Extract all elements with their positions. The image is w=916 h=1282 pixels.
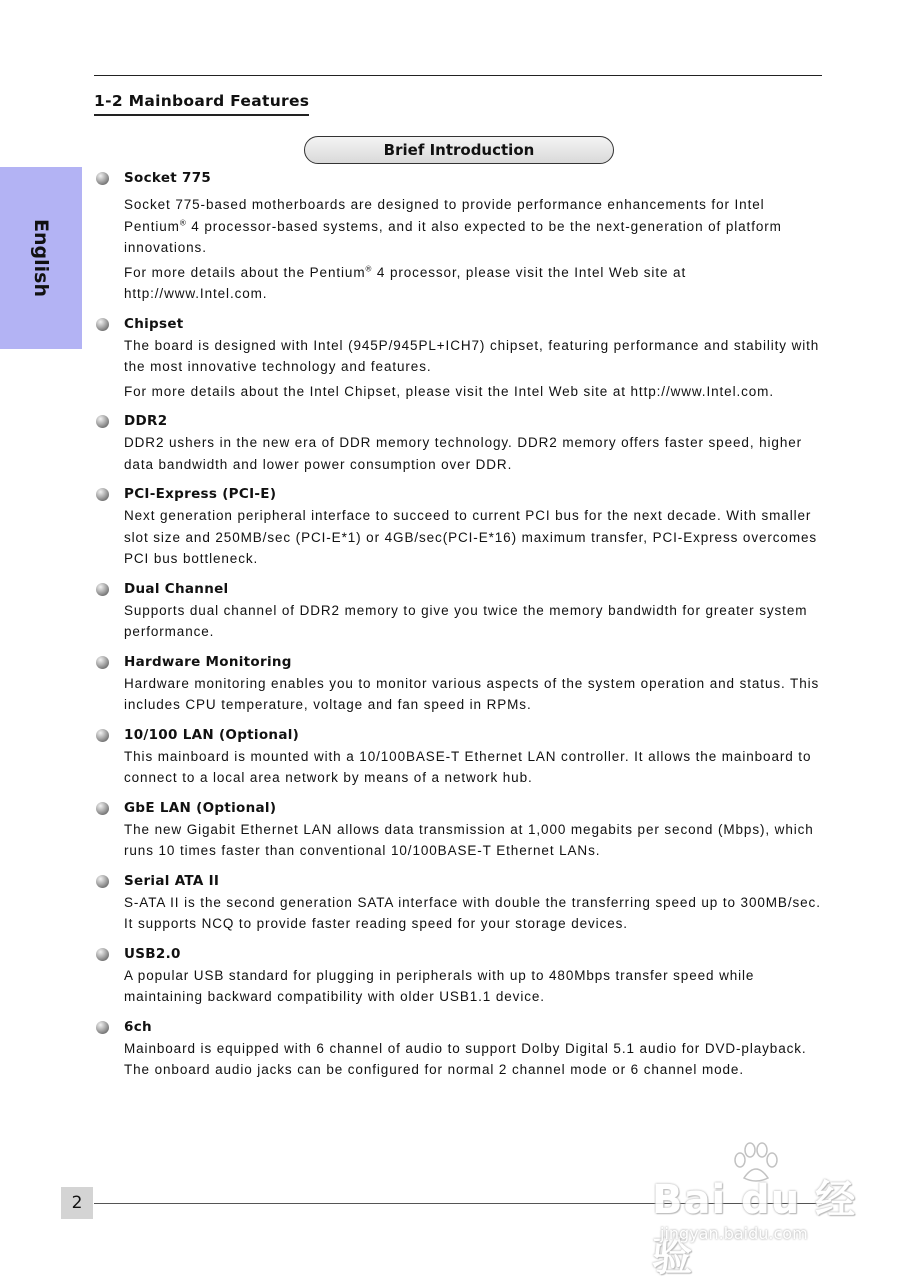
feature-description: The board is designed with Intel (945P/945PL+ICH7) chipset, featuring performance and stability with the most innovative technology and features. (124, 337, 820, 374)
language-side-tab (0, 167, 82, 349)
page-number: 2 (61, 1187, 93, 1219)
brief-introduction-banner: Brief Introduction (304, 136, 614, 164)
feature-item (96, 652, 826, 716)
feature-title: 10/100 LAN (Optional) (124, 726, 300, 743)
feature-title: Hardware Monitoring (124, 653, 292, 670)
feature-description: Mainboard is equipped with 6 channel of audio to support Dolby Digital 5.1 audio for DVD-playback. The onboard audio jacks can be configured for normal 2 channel mode or 6 channel mode. (124, 1040, 807, 1077)
bullet-icon (96, 729, 109, 742)
feature-item (96, 1017, 826, 1081)
feature-title: Socket 775 (124, 170, 212, 186)
feature-item (96, 484, 826, 570)
bullet-icon (96, 656, 109, 669)
feature-description: Socket 775-based motherboards are designed to provide performance enhancements for Intel Pentium® 4 processor-based systems, and it also expected to be the next-generation of platform innovations. (124, 197, 782, 255)
bullet-icon (96, 948, 109, 961)
feature-description: Hardware monitoring enables you to monitor various aspects of the system operation and status. This includes CPU temperature, voltage and fan speed in RPMs. (124, 675, 820, 712)
feature-item (96, 944, 826, 1008)
bullet-icon (96, 583, 109, 596)
baidu-watermark (648, 1140, 863, 1280)
registered-mark: ® (179, 218, 187, 227)
feature-description: This mainboard is mounted with a 10/100BASE-T Ethernet LAN controller. It allows the mainboard to connect to a local area network by means of a network hub. (124, 748, 812, 785)
feature-item (96, 411, 826, 475)
feature-title: DDR2 (124, 413, 168, 429)
section-title: 1-2 Mainboard Features (94, 92, 309, 116)
feature-description: For more details about the Intel Chipset, please visit the Intel Web site at http://www.Intel.com. (124, 383, 774, 399)
feature-title: Chipset (124, 315, 184, 332)
feature-description: The new Gigabit Ethernet LAN allows data transmission at 1,000 megabits per second (Mbps), which runs 10 times faster than conventional 10/100BASE-T Ethernet LANs. (124, 821, 814, 858)
feature-item (96, 579, 826, 643)
feature-description: DDR2 ushers in the new era of DDR memory technology. DDR2 memory offers faster speed, higher data bandwidth and lower power consumption over DDR. (124, 435, 803, 472)
bullet-icon (96, 318, 109, 331)
feature-description: A popular USB standard for plugging in peripherals with up to 480Mbps transfer speed while maintaining backward compatibility with older USB1.1 device. (124, 967, 755, 1004)
feature-item (96, 871, 826, 935)
feature-title: 6ch (124, 1018, 152, 1035)
bullet-icon (96, 415, 109, 428)
watermark-url: jingyan.baidu.com (660, 1224, 808, 1243)
feature-title: USB2.0 (124, 945, 181, 962)
feature-description: Supports dual channel of DDR2 memory to give you twice the memory bandwidth for greater system performance. (124, 602, 808, 639)
feature-item (96, 798, 826, 862)
feature-title: GbE LAN (Optional) (124, 799, 277, 816)
feature-title: PCI-Express (PCI-E) (124, 486, 277, 502)
feature-description: For more details about the Pentium® 4 processor, please visit the Intel Web site at http://www.Intel.com. (124, 264, 687, 301)
bullet-icon (96, 802, 109, 815)
bullet-icon (96, 172, 109, 185)
feature-description: S-ATA II is the second generation SATA interface with double the transferring speed up to 300MB/sec. It supports NCQ to provide faster reading speed for your storage devices. (124, 894, 821, 931)
feature-title: Dual Channel (124, 580, 229, 597)
feature-list (96, 168, 826, 1090)
feature-description: Next generation peripheral interface to succeed to current PCI bus for the next decade. With smaller slot size and 250MB/sec (PCI-E*1) or 4GB/sec(PCI-E*16) maximum transfer, PCI-Express overcomes PCI bus bottleneck. (124, 508, 818, 566)
bullet-icon (96, 488, 109, 501)
registered-mark: ® (365, 264, 373, 273)
feature-title: Serial ATA II (124, 872, 220, 889)
top-rule (94, 75, 822, 76)
bullet-icon (96, 1021, 109, 1034)
feature-item (96, 168, 826, 305)
watermark-brand: Bai du 经验 (652, 1177, 857, 1280)
feature-item (96, 725, 826, 789)
side-tab-label: English (30, 219, 52, 297)
bullet-icon (96, 875, 109, 888)
feature-item (96, 314, 826, 403)
